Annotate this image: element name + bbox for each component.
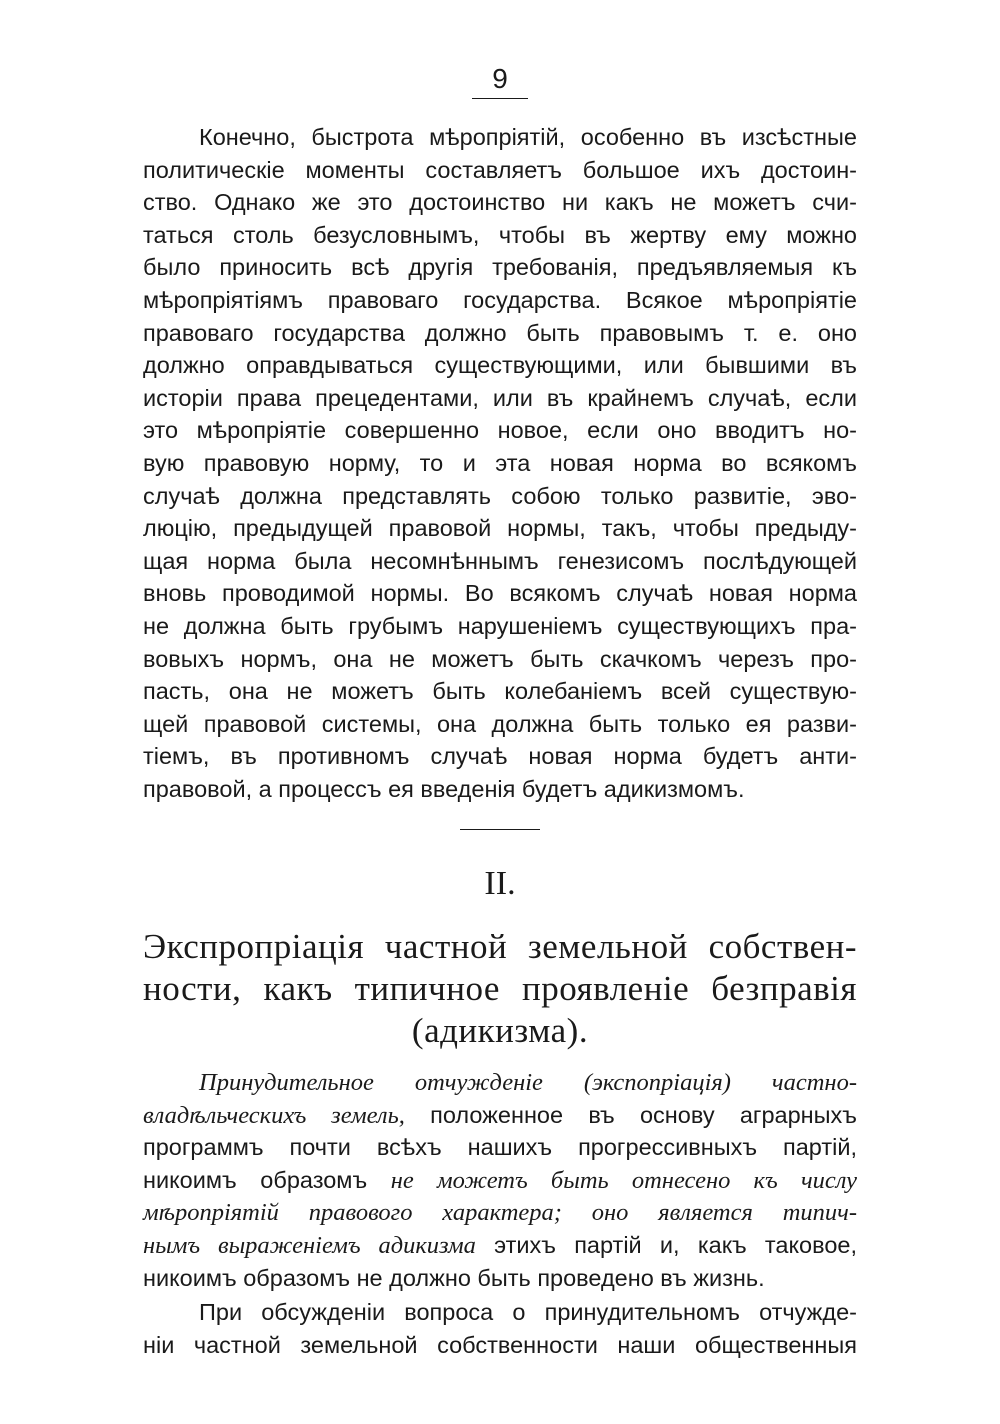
- text-line: щая норма была несомнѣннымъ генезисомъ послѣдующей: [143, 547, 857, 574]
- paragraph-2: [143, 1066, 857, 1294]
- text-line: щей правовой системы, она должна быть только ея разви-: [143, 710, 857, 737]
- text-line: никоимъ образомъ не должно быть проведено въ жизнь.: [143, 1264, 765, 1291]
- text-line: [143, 1066, 857, 1099]
- text-line: При обсужденіи вопроса о принудительномъ отчужде-: [199, 1299, 857, 1325]
- text-line: было приносить всѣ другія требованія, предъявляемыя къ: [143, 254, 857, 281]
- text-line: программъ почти всѣхъ нашихъ прогрессивныхъ партій,: [143, 1134, 857, 1161]
- text-line: вновь проводимой нормы. Во всякомъ случаѣ новая норма: [143, 580, 857, 607]
- page-number-rule: [472, 98, 528, 99]
- text-line: правовой, а процессъ ея введенія будетъ адикизмомъ.: [143, 775, 745, 802]
- plain-text: положенное въ основу аграрныхъ: [404, 1101, 857, 1128]
- page-number: 9: [492, 63, 508, 94]
- plain-text: этихъ партій и, какъ таковое,: [475, 1231, 857, 1258]
- text-line: ніи частной земельной собственности наши общественныя: [143, 1331, 857, 1358]
- italic-text: мѣропріятій правового характера; оно является типич-: [143, 1199, 857, 1227]
- section-title: [143, 926, 857, 1052]
- text-line: [143, 1196, 857, 1229]
- text-line: мѣропріятіямъ правоваго государства. Всякое мѣропріятіе: [143, 286, 857, 313]
- text-line: пасть, она не можетъ быть колебаніемъ всей существую-: [143, 678, 857, 705]
- section-title-line: (адикизма).: [411, 1011, 589, 1050]
- paragraph-3: [143, 1296, 857, 1361]
- text-line: люцію, предыдущей правовой нормы, такъ, чтобы предыду-: [143, 515, 857, 542]
- italic-text: нымъ выраженіемъ адикизма: [143, 1231, 476, 1259]
- text-line: это мѣропріятіе совершенно новое, если оно вводитъ но-: [143, 417, 857, 444]
- text-line: правоваго государства должно быть правовымъ т. е. оно: [143, 319, 857, 346]
- text-line: [143, 1164, 857, 1197]
- text-line: [143, 1229, 857, 1262]
- italic-text: не можетъ быть отнесено къ числу: [390, 1166, 857, 1194]
- section-title-line: Экспропріація частной земельной собствен-: [143, 927, 857, 966]
- paragraph-1: [143, 121, 857, 805]
- text-line: исторіи права прецедентами, или въ крайнемъ случаѣ, если: [143, 384, 857, 411]
- text-line: тіемъ, въ противномъ случаѣ новая норма будетъ анти-: [143, 743, 857, 770]
- text-line: Конечно, быстрота мѣропріятій, особенно въ изсѣстные: [199, 124, 857, 150]
- plain-text: никоимъ образомъ: [143, 1166, 391, 1193]
- text-line: вовыхъ нормъ, она не можетъ быть скачкомъ черезъ про-: [143, 645, 857, 672]
- section-title-line: ности, какъ типичное проявленіе безправія: [143, 969, 857, 1008]
- section-divider: [460, 829, 540, 830]
- text-line: вую правовую норму, то и эта новая норма во всякомъ: [143, 449, 857, 476]
- text-line: должно оправдываться существующими, или бывшими въ: [143, 352, 857, 379]
- text-line: политическіе моменты составляетъ большое ихъ достоин-: [143, 156, 857, 183]
- section-number: II.: [484, 865, 516, 902]
- text-line: [143, 1099, 857, 1132]
- italic-text: Принудительное отчужденіе (экспопріація) частно-: [199, 1069, 857, 1096]
- text-line: случаѣ должна представлять собою только развитіе, эво-: [143, 482, 857, 509]
- text-line: не должна быть грубымъ нарушеніемъ существующихъ пра-: [143, 612, 857, 639]
- text-line: таться столь безусловнымъ, чтобы въ жертву ему можно: [143, 221, 857, 248]
- text-line: ство. Однако же это достоинство ни какъ не можетъ счи-: [143, 189, 857, 216]
- italic-text: владѣльческихъ земель,: [143, 1101, 405, 1129]
